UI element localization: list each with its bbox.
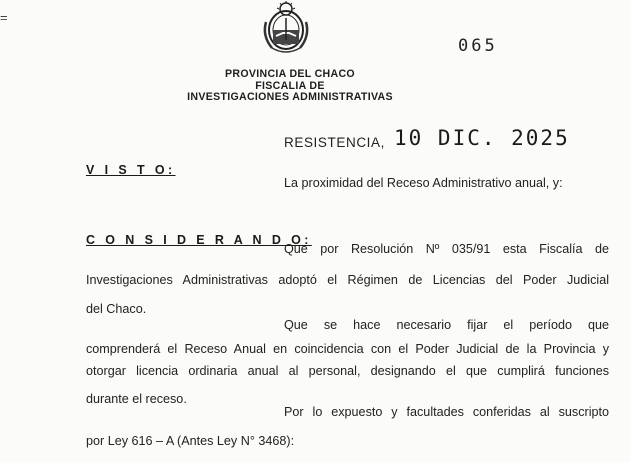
- paragraph-3-line-2: por Ley 616 – A (Antes Ley N° 3468):: [86, 434, 295, 448]
- header-province: PROVINCIA DEL CHACO: [225, 68, 355, 80]
- corner-mark: =: [0, 10, 8, 25]
- date-stamp: 10 DIC. 2025: [394, 126, 570, 150]
- paragraph-2-line-3: otorgar licencia ordinaria anual al personal, designando el que cumplirá funciones: [86, 364, 609, 378]
- paragraph-2-line-2: comprenderá el Receso Anual en coincidencia con el Poder Judicial de la Provincia y: [86, 342, 609, 356]
- paragraph-1-line-2: Investigaciones Administrativas adoptó el Régimen de Licencias del Poder Judicial: [86, 273, 609, 287]
- coat-of-arms-seal: [256, 0, 316, 54]
- considerando-heading: C O N S I D E R A N D O:: [86, 233, 312, 247]
- paragraph-2-line-1: Que se hace necesario fijar el período que: [284, 318, 609, 332]
- paragraph-2-line-4: durante el receso.: [86, 392, 187, 406]
- resolution-number: 065: [458, 36, 498, 56]
- paragraph-1-line-1: Que por Resolución Nº 035/91 esta Fiscalía de: [284, 242, 609, 256]
- visto-text: La proximidad del Receso Administrativo anual, y:: [284, 176, 563, 190]
- header-investigaciones: INVESTIGACIONES ADMINISTRATIVAS: [187, 91, 393, 103]
- place-name: RESISTENCIA,: [284, 135, 385, 150]
- paragraph-1-line-3: del Chaco.: [86, 302, 147, 316]
- visto-heading: V I S T O:: [86, 163, 176, 177]
- paragraph-3-line-1: Por lo expuesto y facultades conferidas al suscripto: [284, 405, 609, 419]
- header-fiscalia: FISCALIA DE: [255, 80, 325, 92]
